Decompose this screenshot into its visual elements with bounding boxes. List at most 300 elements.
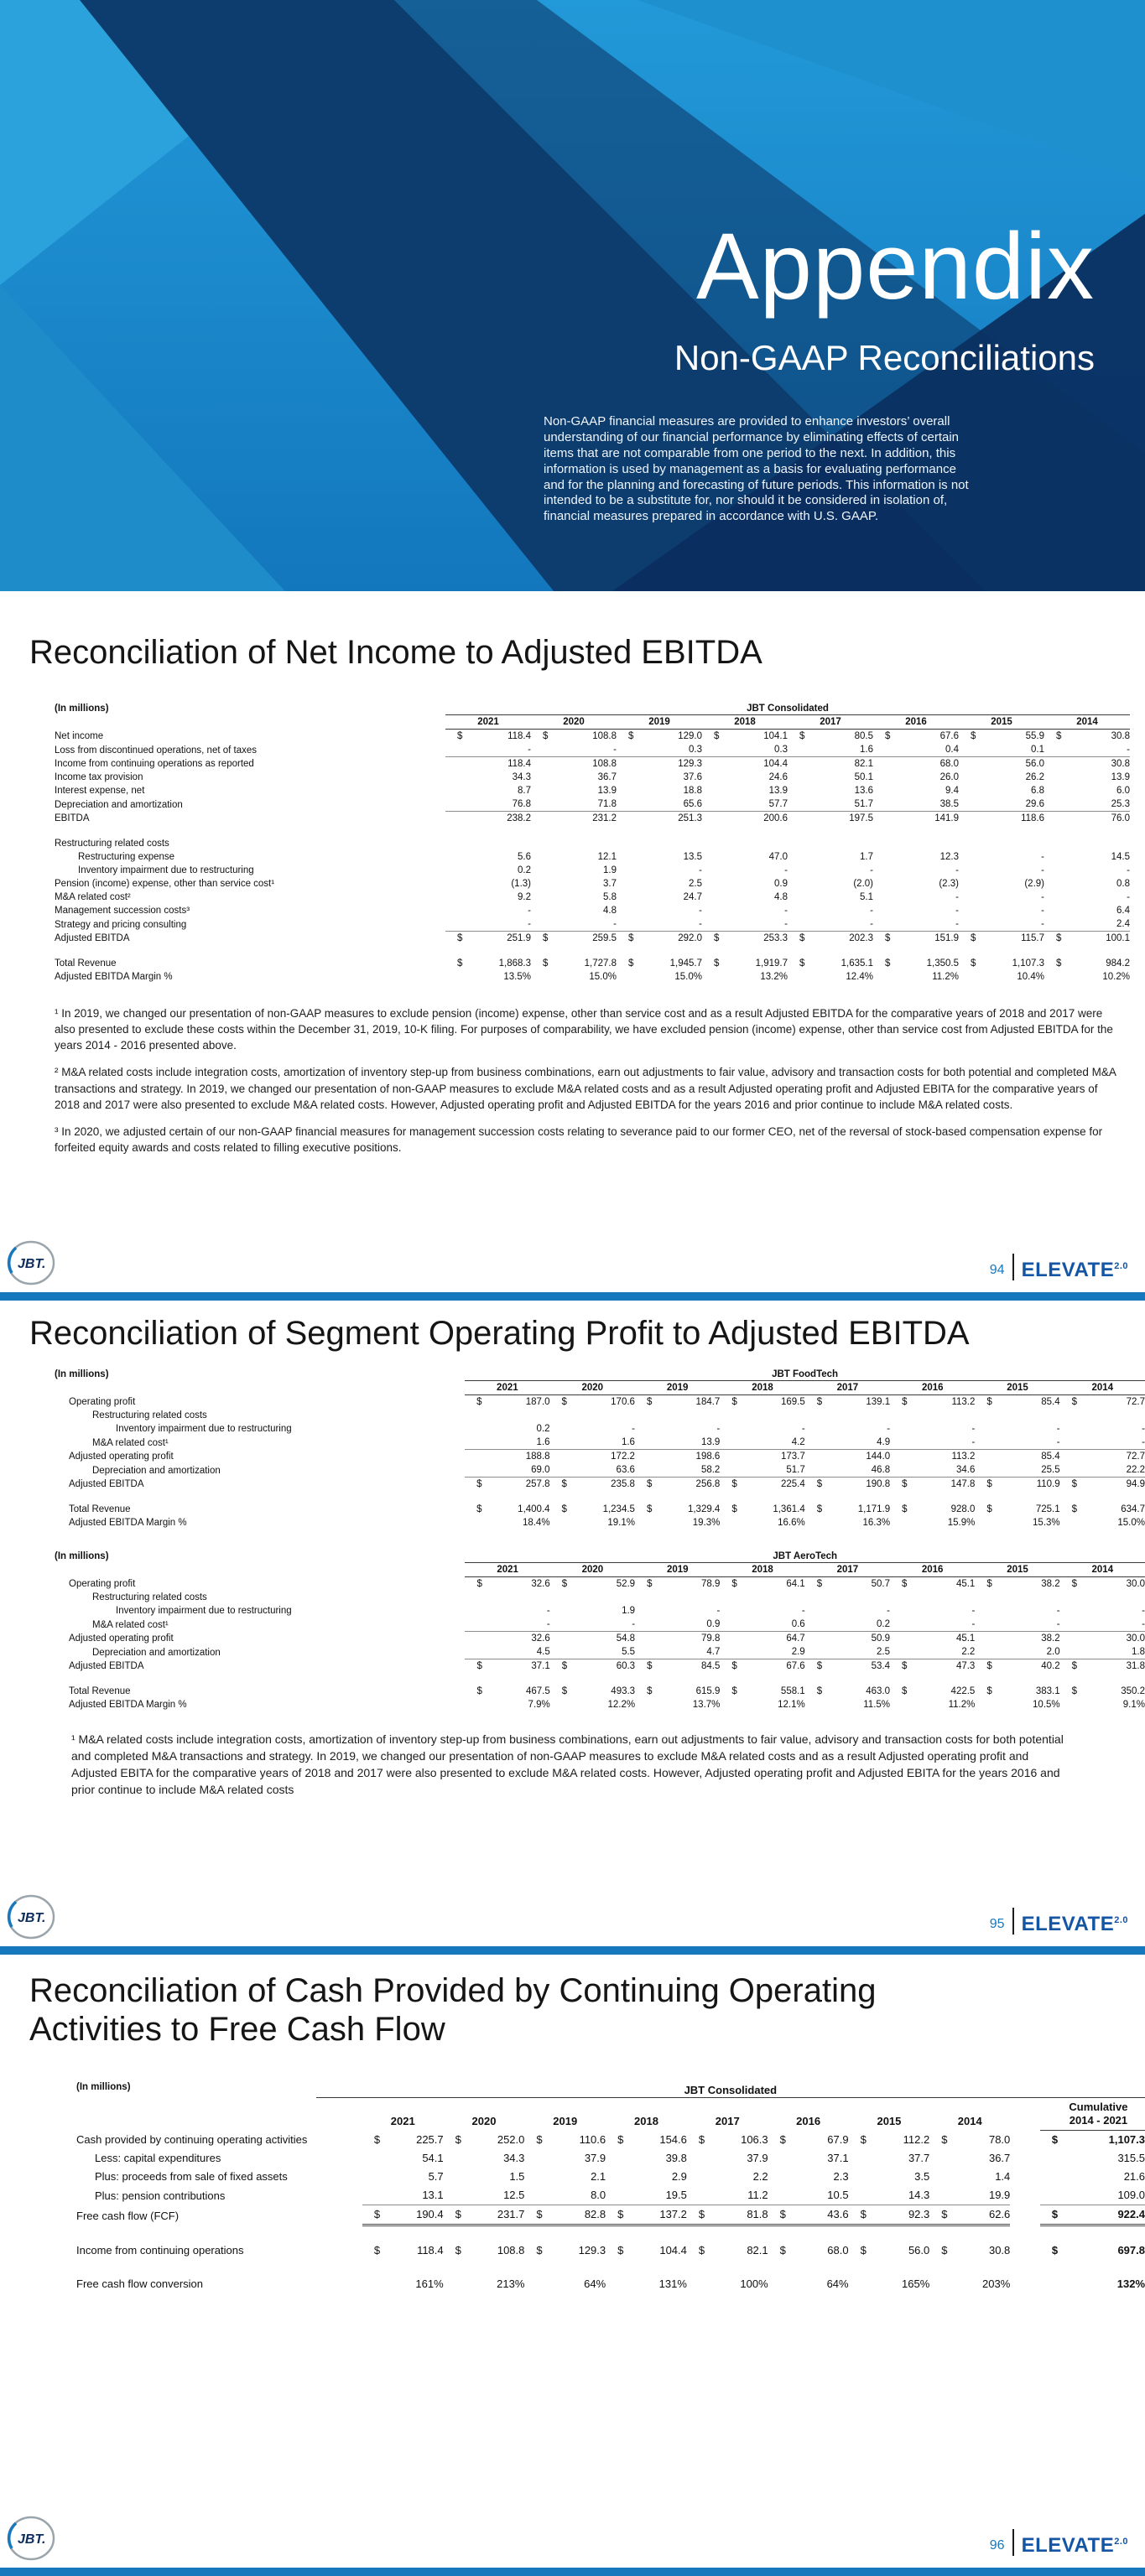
value-cell: $ 115.7 (971, 933, 1044, 943)
value-cell: 50.1 (854, 772, 873, 782)
value-cell: 0.2 (536, 1424, 550, 1434)
table-header-row (76, 2097, 1145, 2130)
value-cell: 10.2% (1102, 972, 1130, 982)
value-cell: $ 112.2 (860, 2133, 930, 2147)
year-header: 2018 (702, 715, 788, 730)
value-cell: $ 62.6 (929, 2205, 1010, 2225)
footnote-2: ² M&A related costs include integration costs, amortization of inventory step-up from business combinations, earn out adjustments to fair value, advisory and transaction costs for both potential and completed M&A transactions and strategy. In 2019, we changed our presentation of non-GAAP measures to exclude M&A related costs and as a result Adjusted operating profit and Adjusted EBITA for the comparative years of 2018 and 2017 were also presented to exclude M&A related costs. However, Adjusted operating profit and Adjusted EBITDA for the years 2016 and prior continue to include M&A related costs. (55, 1066, 1116, 1111)
value-cell: $ 1,635.1 (799, 958, 873, 969)
value-cell: 63.6 (550, 1463, 635, 1478)
value-cell: 3.7 (603, 879, 617, 889)
value-cell: 13.1 (362, 2186, 444, 2205)
row-label: Depreciation and amortization (92, 1465, 221, 1476)
table-row (69, 1659, 1145, 1674)
value-cell: 19.3% (692, 1518, 721, 1528)
value-cell: 4.2 (720, 1436, 804, 1450)
row-label: Interest expense, net (55, 786, 145, 796)
value-cell: 51.7 (788, 797, 873, 812)
value-cell: $ 1,868.3 (457, 958, 531, 969)
value-cell: - (959, 917, 1044, 932)
year-header: 2021 (465, 1563, 549, 1577)
value-cell: $ 383.1 (986, 1686, 1060, 1696)
value-cell: $ 85.4 (986, 1397, 1060, 1407)
value-cell: $ 422.5 (902, 1686, 976, 1696)
table-row (69, 1463, 1145, 1478)
value-cell: 11.2% (948, 1700, 976, 1710)
value-cell: $ 47.3 (902, 1661, 976, 1671)
row-label: Inventory impairment due to restructuring (116, 1424, 292, 1434)
value-cell: $ 257.8 (476, 1479, 550, 1489)
value-cell: 1.6 (788, 743, 873, 757)
elevate-text: ELEVATE (1021, 1259, 1115, 1281)
value-cell: $ 100.1 (1056, 933, 1130, 943)
value-cell: 8.7 (518, 786, 531, 796)
year-header: 2014 (957, 2114, 982, 2127)
value-cell (465, 1409, 549, 1422)
value-cell: 13.9 (768, 786, 788, 796)
value-cell: $ 30.8 (1056, 731, 1130, 741)
table-row (76, 2186, 1145, 2205)
value-cell (635, 1591, 720, 1604)
value-cell: 5.1 (860, 892, 873, 902)
table-row (55, 877, 1130, 891)
row-label: Adjusted operating profit (69, 1452, 174, 1462)
row-label: Free cash flow (FCF) (76, 2209, 180, 2222)
year-header: 2017 (715, 2114, 740, 2127)
row-label: Restructuring related costs (55, 839, 169, 849)
year-header: 2015 (975, 1381, 1059, 1395)
value-cell: 2.9 (720, 1645, 804, 1659)
value-cell: 37.1 (827, 2152, 849, 2165)
value-cell: $ 81.8 (687, 2205, 768, 2225)
year-header: 2020 (550, 1381, 635, 1395)
value-cell: 34.3 (512, 772, 531, 782)
value-cell: $ 493.3 (561, 1686, 636, 1696)
row-label: M&A related cost¹ (92, 1619, 169, 1630)
value-cell: - (1142, 1424, 1145, 1434)
value-cell (720, 1591, 804, 1604)
value-cell: 141.9 (934, 813, 959, 823)
value-cell: 104.4 (763, 759, 788, 769)
year-header: 2021 (390, 2114, 415, 2127)
value-cell: 4.9 (805, 1436, 890, 1450)
footnotes-block (71, 1732, 1070, 1799)
value-cell: $ 30.0 (1071, 1579, 1145, 1589)
value-cell: $ 52.9 (561, 1579, 636, 1589)
row-label: Adjusted EBITDA Margin % (55, 972, 173, 982)
row-label: Less: capital expenditures (95, 2152, 221, 2165)
value-cell: 9.2 (518, 892, 531, 902)
value-cell: 16.6% (778, 1518, 805, 1528)
value-cell: 6.8 (1031, 786, 1044, 796)
table-row (55, 730, 1130, 744)
year-header: 2018 (634, 2114, 658, 2127)
table-row (76, 2275, 1145, 2293)
row-label: M&A related cost² (55, 892, 131, 902)
row-label: Management succession costs³ (55, 906, 190, 916)
value-cell: 51.7 (720, 1463, 804, 1478)
row-label: Income from continuing operations (76, 2244, 244, 2257)
row-label: Strategy and pricing consulting (55, 919, 187, 930)
elevate-logo (1022, 1914, 1128, 1935)
cumulative-header-line: 2014 - 2021 (1069, 2113, 1128, 2127)
table-row (55, 812, 1130, 826)
value-cell: $ 113.2 (902, 1397, 976, 1407)
value-cell (805, 1409, 890, 1422)
value-cell: $ 1,234.5 (561, 1504, 635, 1514)
value-cell: 85.4 (1041, 1452, 1060, 1462)
value-cell: 10.5 (768, 2186, 849, 2205)
value-cell: - (788, 917, 873, 932)
table-row (69, 1516, 1145, 1530)
value-cell: - (1041, 865, 1044, 875)
value-cell: $ 231.7 (444, 2205, 525, 2225)
value-cell: $ 202.3 (799, 933, 873, 943)
value-cell (617, 837, 702, 850)
value-cell (975, 1591, 1059, 1604)
row-label: Adjusted EBITDA (69, 1479, 144, 1489)
value-cell: 13.9 (1111, 772, 1130, 782)
value-cell: 165% (902, 2277, 930, 2291)
year-header: 2015 (877, 2114, 902, 2127)
value-cell: (2.0) (853, 879, 873, 889)
slide-footer (0, 1232, 1145, 1287)
value-cell: - (699, 865, 702, 875)
table-row (69, 1604, 1145, 1618)
value-cell: $ 190.4 (362, 2205, 444, 2225)
value-cell: $ 1,400.4 (476, 1504, 550, 1514)
value-cell: $ 151.9 (885, 933, 959, 943)
elevate-version: 2.0 (1114, 1261, 1128, 1271)
value-cell: - (716, 1606, 721, 1616)
row-label: Cash provided by continuing operating activities (76, 2133, 308, 2147)
value-cell: 1.7 (860, 852, 873, 862)
units-label-foodtech: (In millions) (55, 1369, 109, 1379)
row-label: Restructuring related costs (92, 1592, 207, 1602)
value-cell (635, 1409, 720, 1422)
value-cell: - (887, 1606, 891, 1616)
value-cell: 8.0 (524, 2186, 606, 2205)
value-cell: 64% (584, 2277, 606, 2291)
value-cell: $ 170.6 (561, 1397, 635, 1407)
value-cell (702, 837, 788, 850)
value-cell: 0.3 (702, 743, 788, 757)
value-cell: - (975, 1618, 1059, 1632)
svg-text:JBT.: JBT. (18, 1911, 46, 1925)
table-row (69, 1685, 1145, 1698)
value-cell (873, 837, 959, 850)
table-row (55, 864, 1130, 877)
value-cell: 2.3 (833, 2170, 849, 2184)
row-label: Total Revenue (69, 1504, 131, 1514)
year-header: 2016 (873, 715, 959, 730)
table-row (69, 1436, 1145, 1450)
value-cell: $ 169.5 (731, 1397, 805, 1407)
table-row (55, 743, 1130, 757)
table-row (55, 757, 1130, 771)
value-cell: 30.0 (1126, 1633, 1145, 1644)
value-cell: $ 292.0 (628, 933, 702, 943)
table-row (76, 2149, 1145, 2168)
value-cell: $ 253.3 (714, 933, 788, 943)
value-cell: 13.7% (692, 1700, 721, 1710)
value-cell (890, 1591, 975, 1604)
value-cell: 0.8 (1116, 879, 1130, 889)
table-row (55, 850, 1130, 864)
value-cell: 25.5 (975, 1463, 1059, 1478)
units-label: (In millions) (76, 2082, 131, 2092)
table-row (69, 1591, 1145, 1604)
value-cell: 10.4% (1017, 972, 1044, 982)
value-cell: 15.0% (674, 972, 702, 982)
value-cell: 213% (497, 2277, 525, 2291)
value-cell: $ 32.6 (476, 1579, 550, 1589)
page-number: 96 (989, 2538, 1005, 2553)
value-cell: 13.9 (597, 786, 617, 796)
value-cell: 14.5 (1111, 852, 1130, 862)
row-label: Plus: pension contributions (95, 2189, 226, 2202)
footer-divider (1012, 1254, 1014, 1280)
value-cell: 19.5 (606, 2186, 687, 2205)
value-cell: 36.7 (597, 772, 617, 782)
value-cell: - (702, 917, 788, 932)
cumulative-header-line: Cumulative (1069, 2101, 1128, 2113)
value-cell: $ 225.7 (373, 2133, 444, 2147)
row-label: Depreciation and amortization (92, 1647, 221, 1658)
spacer-row (69, 1491, 1145, 1503)
value-cell: $ 104.4 (617, 2244, 687, 2257)
row-label: Loss from discontinued operations, net of taxes (55, 745, 258, 756)
table-row (76, 2205, 1145, 2225)
value-cell: - (1127, 865, 1130, 875)
row-label: Income from continuing operations as reported (55, 759, 254, 769)
value-cell: 2.9 (671, 2170, 687, 2184)
value-cell: 2.0 (975, 1645, 1059, 1659)
value-cell: - (801, 1606, 805, 1616)
year-header: 2017 (805, 1563, 890, 1577)
value-cell: - (784, 906, 788, 916)
footer-divider (1012, 1908, 1014, 1935)
value-cell: $ 1,171.9 (816, 1504, 891, 1514)
elevate-logo (1022, 1260, 1128, 1280)
cumulative-cell: 21.6 (1123, 2170, 1145, 2184)
value-cell (890, 1409, 975, 1422)
value-cell (720, 1409, 804, 1422)
cumulative-cell: 109.0 (1040, 2186, 1145, 2205)
value-cell: 0.4 (873, 743, 959, 757)
value-cell: 2.5 (805, 1645, 890, 1659)
table-row (55, 932, 1130, 946)
cumulative-cell: $ 922.4 (1040, 2205, 1145, 2225)
row-label: M&A related cost¹ (92, 1437, 169, 1448)
value-cell: - (445, 917, 531, 932)
value-cell: 15.9% (947, 1518, 976, 1528)
value-cell: 100% (740, 2277, 768, 2291)
value-cell: $ 67.6 (731, 1661, 805, 1671)
svg-text:JBT.: JBT. (18, 2532, 46, 2547)
value-cell: - (955, 892, 959, 902)
value-cell: $ 82.1 (698, 2244, 768, 2257)
value-cell: $ 68.0 (779, 2244, 849, 2257)
value-cell: $ 94.9 (1071, 1479, 1145, 1489)
row-label: Inventory impairment due to restructuring (116, 1606, 292, 1616)
table-group-header: JBT Consolidated (445, 702, 1130, 715)
value-cell: 161% (415, 2277, 444, 2291)
row-label: Plus: proceeds from sale of fixed assets (95, 2170, 288, 2184)
value-cell: 71.8 (531, 797, 617, 812)
hero-description: Non-GAAP financial measures are provided to enhance investors’ overall understanding of our financial performance by eliminating effects of certain items that are not comparable from one period to the next. In addition, this information is used by management as a basis for evaluating performance and for the planning and forecasting of future periods. This information is not intended to be a substitute for, nor should it be considered in isolation of, financial measures prepared in accordance with U.S. GAAP. (544, 414, 969, 524)
value-cell: - (1041, 906, 1044, 916)
value-cell: $ 84.5 (647, 1661, 721, 1671)
year-header: 2014 (1060, 1563, 1145, 1577)
value-cell: - (870, 865, 873, 875)
value-cell: 64.7 (786, 1633, 805, 1644)
foodtech-table (69, 1368, 1145, 1530)
value-cell: 173.7 (780, 1452, 805, 1462)
row-label: Free cash flow conversion (76, 2277, 204, 2291)
value-cell: 72.7 (1126, 1452, 1145, 1462)
slide-divider-bar (0, 1292, 1145, 1301)
spacer-row (69, 1673, 1145, 1685)
year-header: 2018 (720, 1563, 804, 1577)
value-cell: $ 467.5 (476, 1686, 550, 1696)
value-cell: 45.1 (955, 1633, 976, 1644)
value-cell: - (784, 865, 788, 875)
value-cell: $ 38.2 (986, 1579, 1060, 1589)
value-cell: 76.8 (445, 797, 531, 812)
value-cell: 38.2 (1041, 1633, 1060, 1644)
free-cash-flow-table (76, 2080, 1145, 2293)
value-cell (788, 837, 873, 850)
row-label: Inventory impairment due to restructuring (78, 865, 254, 875)
table-header-row (69, 1381, 1145, 1395)
value-cell: $ 1,329.4 (646, 1504, 721, 1514)
value-cell: 1.6 (465, 1436, 549, 1450)
value-cell: 18.4% (522, 1518, 550, 1528)
value-cell: 16.3% (862, 1518, 891, 1528)
cumulative-cell: $ 1,107.3 (1051, 2133, 1145, 2147)
value-cell: $ 350.2 (1071, 1686, 1145, 1696)
value-cell: $ 110.6 (536, 2133, 606, 2147)
value-cell: 15.0% (1117, 1518, 1145, 1528)
value-cell: 12.1 (597, 852, 617, 862)
year-header: 2016 (890, 1563, 975, 1577)
value-cell: 36.7 (988, 2152, 1011, 2165)
row-label: Operating profit (69, 1397, 136, 1407)
slide1-section-title: Reconciliation of Net Income to Adjusted EBITDA (29, 634, 762, 671)
value-cell: - (870, 906, 873, 916)
value-cell: 4.8 (774, 892, 788, 902)
row-label: Net income (55, 731, 104, 741)
year-header: 2019 (617, 715, 702, 730)
value-cell: 2.2 (890, 1645, 975, 1659)
value-cell: 2.1 (591, 2170, 606, 2184)
value-cell (1060, 1409, 1145, 1422)
value-cell: 9.1% (1122, 1700, 1145, 1710)
value-cell: $ 1,919.7 (714, 958, 788, 969)
bottom-bar (0, 2568, 1145, 2576)
value-cell: $ 1,107.3 (971, 958, 1044, 969)
row-label: Total Revenue (55, 958, 117, 969)
value-cell: 108.8 (592, 759, 617, 769)
cumulative-cell: $ 697.8 (1051, 2244, 1145, 2257)
value-cell: $ 1,945.7 (628, 958, 702, 969)
value-cell: 129.3 (678, 759, 702, 769)
value-cell: 37.9 (584, 2152, 606, 2165)
value-cell: 1.6 (550, 1436, 635, 1450)
value-cell: 113.2 (951, 1452, 976, 1462)
value-cell: 3.5 (914, 2170, 930, 2184)
value-cell: $ 118.4 (457, 731, 531, 741)
value-cell: - (1060, 1436, 1145, 1450)
elevate-text: ELEVATE (1021, 2534, 1115, 2557)
value-cell: 50.9 (871, 1633, 891, 1644)
value-cell: - (1056, 1606, 1060, 1616)
value-cell: 25.3 (1044, 797, 1130, 812)
value-cell: - (890, 1618, 975, 1632)
value-cell: - (465, 1618, 549, 1632)
value-cell: - (955, 865, 959, 875)
value-cell: - (1041, 852, 1044, 862)
value-cell: $ 72.7 (1071, 1397, 1145, 1407)
value-cell: 5.7 (428, 2170, 444, 2184)
hero-subtitle: Non-GAAP Reconciliations (674, 338, 1095, 377)
table-row (55, 957, 1130, 970)
value-cell: $ 139.1 (816, 1397, 891, 1407)
value-cell: 11.5% (863, 1700, 891, 1710)
table-group-header: JBT FoodTech (465, 1368, 1145, 1381)
value-cell: - (971, 1424, 976, 1434)
value-cell: 76.0 (1111, 813, 1130, 823)
value-cell: $ 725.1 (986, 1504, 1060, 1514)
value-cell: $ 634.7 (1071, 1504, 1145, 1514)
value-cell: $ 256.8 (646, 1479, 721, 1489)
value-cell: (2.9) (1024, 879, 1044, 889)
value-cell: 5.8 (603, 892, 617, 902)
value-cell (1044, 837, 1130, 850)
year-header: 2017 (788, 715, 873, 730)
slide-footer (0, 2507, 1145, 2563)
value-cell: $ 82.8 (524, 2205, 606, 2225)
value-cell: - (699, 906, 702, 916)
value-cell: 12.4% (846, 972, 873, 982)
table-row (55, 771, 1130, 784)
value-cell: $ 137.2 (606, 2205, 687, 2225)
value-cell: (1.3) (511, 879, 531, 889)
value-cell: - (975, 1436, 1059, 1450)
value-cell: 144.0 (866, 1452, 891, 1462)
value-cell: 118.4 (507, 759, 531, 769)
year-header: 2019 (635, 1563, 720, 1577)
value-cell: 2.4 (1044, 917, 1130, 932)
value-cell: - (1060, 1618, 1145, 1632)
value-cell: 34.6 (890, 1463, 975, 1478)
value-cell: 46.8 (805, 1463, 890, 1478)
year-header: 2019 (635, 1381, 720, 1395)
value-cell: 65.6 (617, 797, 702, 812)
table-row (55, 904, 1130, 917)
jbt-logo (5, 2514, 59, 2563)
value-cell (550, 1409, 635, 1422)
table-row (69, 1632, 1145, 1646)
value-cell: 0.6 (720, 1618, 804, 1632)
spacer-row (55, 825, 1130, 837)
value-cell: $ 55.9 (971, 731, 1044, 741)
elevate-version: 2.0 (1114, 1915, 1128, 1925)
value-cell: $ 928.0 (902, 1504, 976, 1514)
value-cell (975, 1409, 1059, 1422)
table-row (76, 2130, 1145, 2149)
